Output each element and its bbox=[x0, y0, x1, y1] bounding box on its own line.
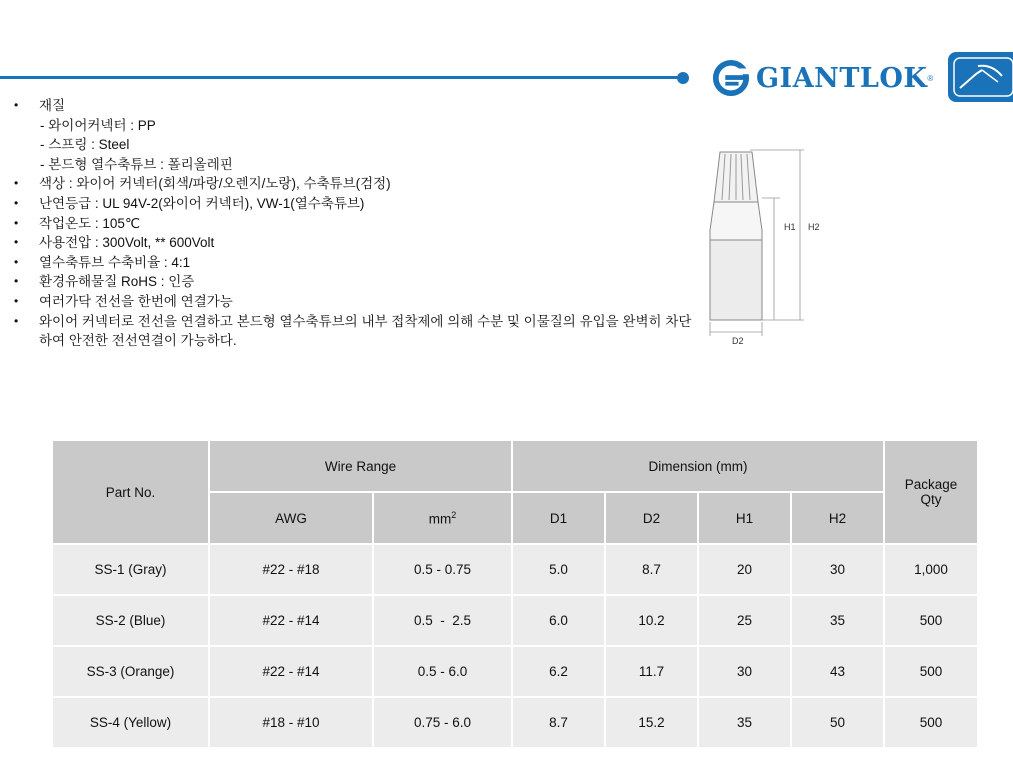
spec-item bbox=[14, 312, 694, 351]
spec-item bbox=[14, 174, 694, 194]
diagram-label-h1: H1 bbox=[784, 222, 796, 232]
cell-h2: 43 bbox=[791, 646, 884, 697]
cell-h1: 35 bbox=[698, 697, 791, 748]
cell-part-no: SS-3 (Orange) bbox=[52, 646, 209, 697]
bullet-marker: • bbox=[14, 235, 19, 250]
spec-material-item: - 와이어커넥터 : PP bbox=[40, 117, 156, 133]
cell-d2: 15.2 bbox=[605, 697, 698, 748]
bullet-marker: • bbox=[14, 195, 19, 210]
spec-item-text: 열수축튜브 수축비율 : 4:1 bbox=[39, 254, 191, 270]
bullet-marker: • bbox=[14, 313, 19, 328]
spec-item-text: 사용전압 : 300Volt, ** 600Volt bbox=[39, 235, 215, 251]
cell-d2: 8.7 bbox=[605, 544, 698, 595]
bullet-marker: • bbox=[14, 98, 19, 112]
cell-awg: #22 - #14 bbox=[209, 595, 373, 646]
table-row bbox=[52, 595, 978, 646]
cell-d2: 11.7 bbox=[605, 646, 698, 697]
spec-item-text: 와이어 커넥터로 전선을 연결하고 본드형 열수축튜브의 내부 접착제에 의해 수분 및 이물질의 유입을 완벽히 차단하여 안전한 전선연결이 가능하다. bbox=[39, 313, 692, 349]
cell-package-qty: 500 bbox=[884, 595, 978, 646]
bullet-marker: • bbox=[14, 254, 19, 269]
header-d1: D1 bbox=[512, 492, 605, 544]
spec-item bbox=[14, 272, 694, 292]
header-d2: D2 bbox=[605, 492, 698, 544]
header-wire-range: Wire Range bbox=[209, 440, 512, 492]
product-spec-table bbox=[51, 439, 979, 749]
logo-registered-mark: ® bbox=[927, 73, 934, 83]
giantlok-logo bbox=[712, 58, 933, 98]
bullet-marker: • bbox=[14, 293, 19, 308]
cell-awg: #22 - #14 bbox=[209, 646, 373, 697]
tool-icon bbox=[948, 52, 1013, 102]
cell-h1: 30 bbox=[698, 646, 791, 697]
header-h1: H1 bbox=[698, 492, 791, 544]
cell-mm2: 0.5 - 0.75 bbox=[373, 544, 512, 595]
table-row bbox=[52, 697, 978, 748]
header-rule-dot bbox=[677, 72, 689, 84]
bullet-marker: • bbox=[14, 274, 19, 289]
cell-d1: 5.0 bbox=[512, 544, 605, 595]
bullet-marker: • bbox=[14, 176, 19, 191]
cell-h1: 20 bbox=[698, 544, 791, 595]
cell-h2: 50 bbox=[791, 697, 884, 748]
cell-mm2: 0.5 - 6.0 bbox=[373, 646, 512, 697]
spec-item-text: 난연등급 : UL 94V-2(와이어 커넥터), VW-1(열수축튜브) bbox=[39, 195, 365, 211]
cell-package-qty: 500 bbox=[884, 697, 978, 748]
spec-item bbox=[14, 233, 694, 253]
header-h2: H2 bbox=[791, 492, 884, 544]
corner-product-badge bbox=[948, 52, 1013, 102]
spec-material bbox=[14, 96, 694, 116]
diagram-label-h2: H2 bbox=[808, 222, 820, 232]
cell-part-no: SS-2 (Blue) bbox=[52, 595, 209, 646]
spec-item bbox=[14, 253, 694, 273]
spec-item bbox=[14, 194, 694, 214]
spec-item-text: 색상 : 와이어 커넥터(회색/파랑/오렌지/노랑), 수축튜브(검정) bbox=[39, 176, 391, 192]
cell-mm2: 0.75 - 6.0 bbox=[373, 697, 512, 748]
connector-dimension-diagram bbox=[700, 140, 840, 350]
spec-material-title: 재질 bbox=[39, 98, 66, 113]
cell-package-qty: 1,000 bbox=[884, 544, 978, 595]
cell-awg: #18 - #10 bbox=[209, 697, 373, 748]
spec-item bbox=[14, 214, 694, 234]
giantlok-logo-icon bbox=[712, 59, 750, 97]
table-row bbox=[52, 646, 978, 697]
header-mm2-superscript: 2 bbox=[451, 509, 457, 520]
cell-d1: 6.0 bbox=[512, 595, 605, 646]
cell-part-no: SS-4 (Yellow) bbox=[52, 697, 209, 748]
spec-list bbox=[14, 96, 694, 351]
diagram-label-d2: D2 bbox=[732, 336, 744, 346]
spec-material-item: - 스프링 : Steel bbox=[40, 137, 130, 153]
cell-d2: 10.2 bbox=[605, 595, 698, 646]
header-rule bbox=[0, 76, 680, 79]
cell-h1: 25 bbox=[698, 595, 791, 646]
bullet-marker: • bbox=[14, 215, 19, 230]
spec-item-text: 작업온도 : 105℃ bbox=[39, 215, 141, 231]
header-dimension: Dimension (mm) bbox=[512, 440, 884, 492]
logo-wordmark: GIANTLOK bbox=[756, 62, 928, 94]
cell-d1: 8.7 bbox=[512, 697, 605, 748]
cell-h2: 35 bbox=[791, 595, 884, 646]
spec-material-item: - 본드형 열수축튜브 : 폴리올레핀 bbox=[40, 156, 233, 172]
header-awg: AWG bbox=[209, 492, 373, 544]
header-mm2-unit: mm bbox=[428, 511, 452, 527]
header-package-qty: Package Qty bbox=[884, 440, 978, 544]
spec-item-text: 여러가닥 전선을 한번에 연결가능 bbox=[39, 293, 233, 309]
cell-mm2: 0.5 - 2.5 bbox=[373, 595, 512, 646]
cell-h2: 30 bbox=[791, 544, 884, 595]
header-mm2 bbox=[373, 492, 512, 544]
table-row bbox=[52, 544, 978, 595]
spec-item bbox=[14, 292, 694, 312]
header-part-no: Part No. bbox=[52, 440, 209, 544]
cell-awg: #22 - #18 bbox=[209, 544, 373, 595]
cell-package-qty: 500 bbox=[884, 646, 978, 697]
spec-item-text: 환경유해물질 RoHS : 인증 bbox=[39, 274, 195, 290]
cell-part-no: SS-1 (Gray) bbox=[52, 544, 209, 595]
cell-d1: 6.2 bbox=[512, 646, 605, 697]
